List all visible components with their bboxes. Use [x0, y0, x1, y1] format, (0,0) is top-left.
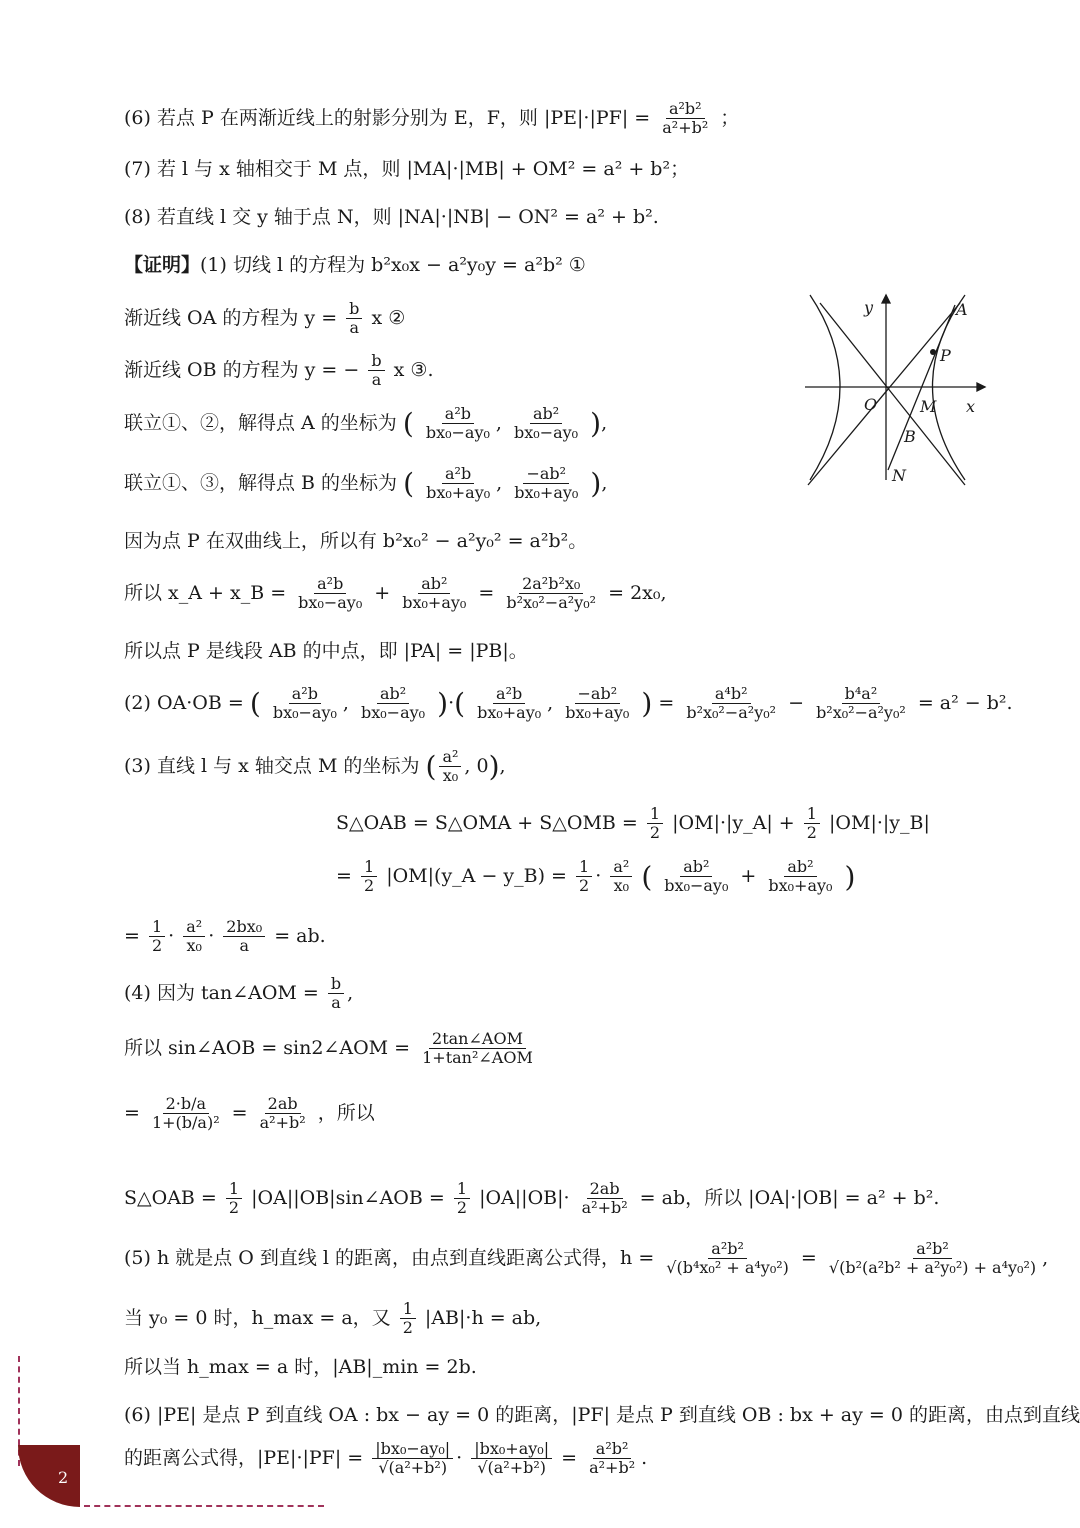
area-line-1: S△OAB = S△OMA + S△OMB = $\frac{1}{2}$ |OM|·|y_A| + $\frac{1}{2}$ |OM|·|y_B| [336, 804, 930, 843]
y-axis-arrow [882, 295, 890, 303]
item-8: (8) 若直线 l 交 y 轴于点 N，则 |NA|·|NB| − ON² = a² + b². [124, 206, 659, 228]
point-a-coords: 联立①、②，解得点 A 的坐标为 ( $\frac{\text{a²b}}{\text{bx₀−ay₀}}$ , $\frac{\text{ab²}}{\text{bx₀−ay₀}}$ ), [124, 404, 608, 443]
label-m: M [920, 397, 937, 416]
label-y: y [864, 298, 874, 317]
label-x: x [966, 397, 976, 416]
label-p: P [940, 346, 951, 365]
dot-product: (2) OA·OB = ( $\frac{\text{a²b}}{\text{bx₀−ay₀}}$ , $\frac{\text{ab²}}{\text{bx₀−ay₀}}$ )·( $\frac{\text{a²b}}{\text{bx₀+ay₀}}$ , $\frac{\text{−ab²}}{\text{bx₀+ay₀}}$ ) = $\frac{\text{a⁴b²}}{\text{b²x₀²−a²y₀²}}$ − $\frac{\text{b⁴a²}}{\text{b²x₀²−a²y₀²}}$ = a² − b². [124, 684, 1013, 723]
x-axis-arrow [977, 383, 985, 391]
area-line-2: = $\frac{1}{2}$ |OM|(y_A − y_B) = $\frac{1}{2}$ · $\frac{\text{a²}}{\text{x₀}}$ ( $\frac{\text{ab²}}{\text{bx₀−ay₀}}$ + $\frac{\text{ab²}}{\text{bx₀+ay₀}}$ ) [336, 857, 856, 896]
sin-aob: 所以 sin∠AOB = sin2∠AOM = $\frac{\text{2tan∠AOM}}{\text{1+tan²∠AOM}}$ [124, 1029, 533, 1068]
point-b-coords: 联立①、③，解得点 B 的坐标为 ( $\frac{\text{a²b}}{\text{bx₀+ay₀}}$ , $\frac{\text{−ab²}}{\text{bx₀+ay₀}}$ ), [124, 464, 608, 503]
corner-dash-horizontal [84, 1505, 324, 1507]
point-p [930, 349, 936, 355]
point-m: (3) 直线 l 与 x 轴交点 M 的坐标为 ( $\frac{\text{a²}}{\text{x₀}}$ , 0), [124, 747, 506, 786]
on-hyperbola: 因为点 P 在双曲线上，所以有 b²x₀² − a²y₀² = a²b²。 [124, 530, 588, 552]
asymptote-ob: 渐近线 OB 的方程为 y = − $\frac{b}{a}$ x ③. [124, 351, 434, 390]
label-b: B [904, 427, 916, 446]
item-7: (7) 若 l 与 x 轴相交于 M 点，则 |MA|·|MB| + OM² = a² + b²； [124, 158, 690, 180]
area-product: S△OAB = $\frac{1}{2}$ |OA||OB|sin∠AOB = $\frac{1}{2}$ |OA||OB|· $\frac{2ab}{\text{a²+b²}}$ = ab，所以 |OA|·|OB| = a² + b². [124, 1179, 940, 1218]
ab-min: 所以当 h_max = a 时，|AB|_min = 2b. [124, 1356, 477, 1378]
item-6: (6) 若点 P 在两渐近线上的射影分别为 E，F，则 |PE|·|PF| = $\frac{\text{a²b²}}{\text{a²+b²}}$ ； [124, 99, 740, 138]
fraction: $\frac{\text{a²b²}}{\text{a²+b²}}$ [662, 99, 709, 138]
h-max: 当 y₀ = 0 时，h_max = a，又 $\frac{1}{2}$ |AB|·h = ab, [124, 1299, 542, 1338]
proof-1: 【证明】(1) 切线 l 的方程为 b²x₀x − a²y₀y = a²b² ① [124, 254, 586, 276]
pe-pf-line-2: 的距离公式得，|PE|·|PF| = $\frac{\text{|bx₀−ay₀|}}{\text{√(a²+b²)}}$ · $\frac{\text{|bx₀+ay₀|}}{\text{√(a²+b²)}}$ = $\frac{\text{a²b²}}{\text{a²+b²}}$ . [124, 1439, 648, 1478]
page-number-badge [18, 1445, 80, 1507]
distance-h: (5) h 就是点 O 到直线 l 的距离，由点到直线距离公式得，h = $\frac{\text{a²b²}}{\text{√(b⁴x₀² + a⁴y₀²)}}$ = $\frac{\text{a²b²}}{\text{√(b²(a²b² + a²y₀²) + a⁴y₀²)}}$ , [124, 1239, 1049, 1278]
sin-aob-result: = $\frac{2\cdot b/a}{\text{1+(b/a)²}}$ = $\frac{2ab}{\text{a²+b²}}$ ，所以 [124, 1094, 375, 1133]
pe-pf-line-1: (6) |PE| 是点 P 到直线 OA : bx − ay = 0 的距离，|PF| 是点 P 到直线 OB : bx + ay = 0 的距离，由点到直线 [124, 1404, 1080, 1426]
asymptote-oa: 渐近线 OA 的方程为 y = $\frac{b}{a}$ x ② [124, 299, 406, 338]
label-n: N [892, 466, 906, 485]
label-a: A [956, 300, 968, 319]
hyperbola-diagram [800, 285, 990, 490]
sum-xa-xb: 所以 x_A + x_B = $\frac{\text{a²b}}{\text{bx₀−ay₀}}$ + $\frac{\text{ab²}}{\text{bx₀+ay₀}}$ = $\frac{\text{2a²b²x₀}}{\text{b²x₀²−a²y₀²}}$ = 2x₀, [124, 574, 667, 613]
label-o: O [864, 395, 878, 414]
area-line-3: = $\frac{1}{2}$ · $\frac{\text{a²}}{\text{x₀}}$ · $\frac{\text{2bx₀}}{a}$ = ab. [124, 917, 326, 956]
tan-aom: (4) 因为 tan∠AOM = $\frac{b}{a}$ , [124, 974, 354, 1013]
page-number: 2 [58, 1468, 69, 1487]
proof-header: 【证明】 [124, 254, 201, 276]
midpoint-conclusion: 所以点 P 是线段 AB 的中点，即 |PA| = |PB|。 [124, 640, 528, 662]
asymptote-oa [808, 303, 960, 485]
